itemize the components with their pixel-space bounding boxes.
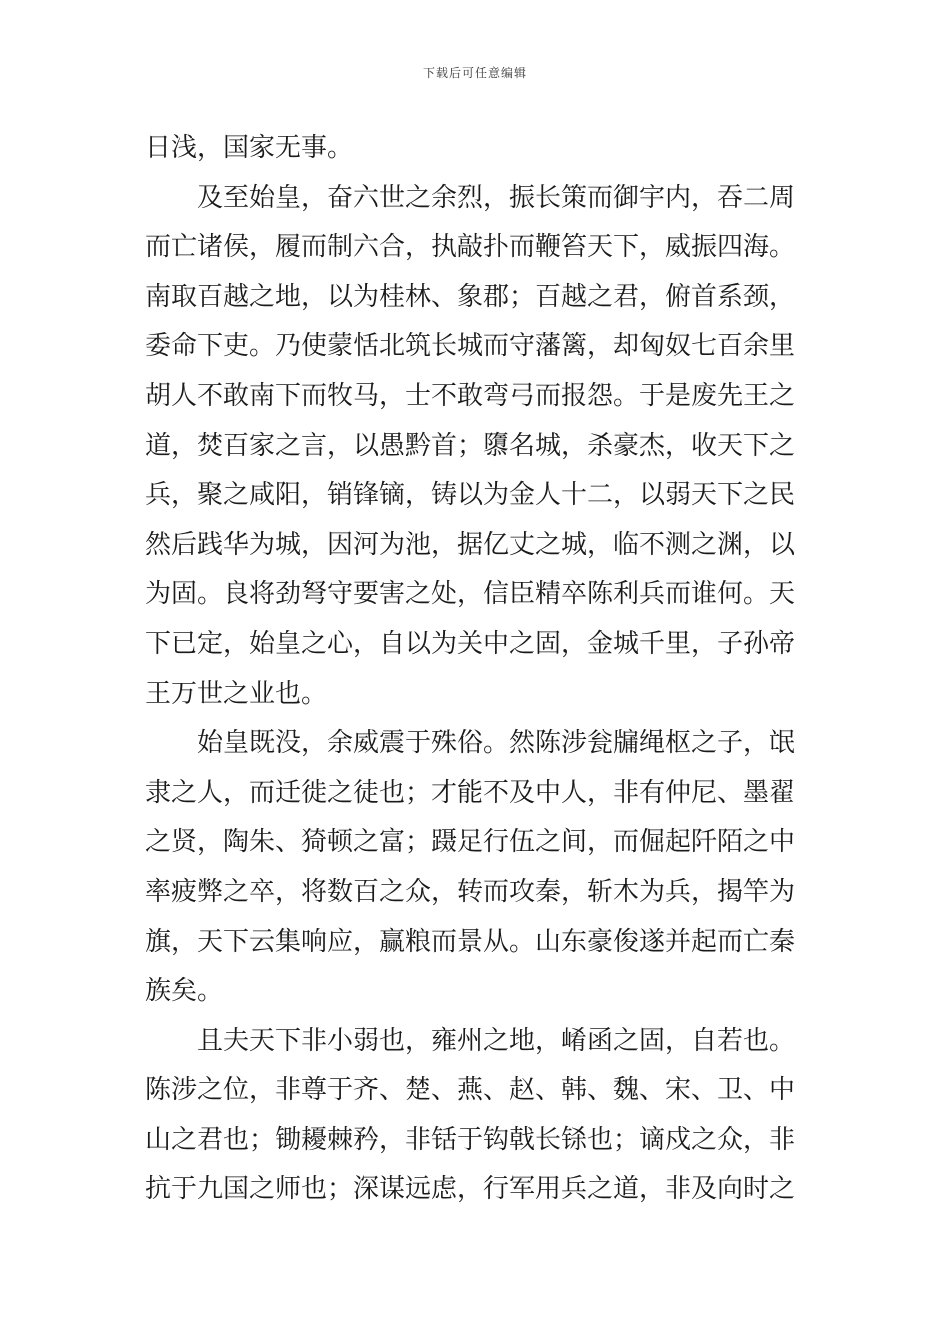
text-line: 陈涉之位，非尊于齐、楚、燕、赵、韩、魏、宋、卫、中 <box>145 1075 796 1106</box>
text-line: 王万世之业也。 <box>145 678 328 709</box>
page-header: 下载后可任意编辑 <box>422 66 527 80</box>
text-line: 率疲弊之卒，将数百之众，转而攻秦，斩木为兵，揭竿为 <box>145 876 796 907</box>
text-line: 隶之人，而迁徙之徒也；才能不及中人，非有仲尼、墨翟 <box>145 777 796 808</box>
text-line: 及至始皇，奋六世之余烈，振长策而御宇内，吞二周 <box>197 182 796 213</box>
text-line: 抗于九国之师也；深谋远虑，行军用兵之道，非及向时之 <box>145 1174 796 1205</box>
text-line: 然后践华为城，因河为池，据亿丈之城，临不测之渊，以 <box>145 529 796 560</box>
text-line: 山之君也；锄耰棘矜，非铦于钩戟长铩也；谪戍之众，非 <box>145 1124 796 1155</box>
text-line: 下已定，始皇之心，自以为关中之固，金城千里，子孙帝 <box>145 628 796 659</box>
text-line: 道，焚百家之言，以愚黔首；隳名城，杀豪杰，收天下之 <box>145 430 796 461</box>
text-line: 委命下吏。乃使蒙恬北筑长城而守藩篱，却匈奴七百余里 <box>145 331 796 362</box>
text-line: 为固。良将劲弩守要害之处，信臣精卒陈利兵而谁何。天 <box>145 579 796 610</box>
text-line: 族矣。 <box>145 976 224 1007</box>
text-line: 始皇既没，余威震于殊俗。然陈涉瓮牖绳枢之子，氓 <box>197 728 796 759</box>
text-line: 南取百越之地，以为桂林、象郡；百越之君，俯首系颈， <box>145 281 796 312</box>
text-line: 之贤，陶朱、猗顿之富；蹑足行伍之间，而倔起阡陌之中 <box>145 827 796 858</box>
text-line: 日浅，国家无事。 <box>145 133 354 163</box>
text-line: 旗，天下云集响应，赢粮而景从。山东豪俊遂并起而亡秦 <box>145 926 796 957</box>
text-line: 兵，聚之咸阳，销锋镝，铸以为金人十二，以弱天下之民 <box>145 480 796 511</box>
text-line: 胡人不敢南下而牧马，士不敢弯弓而报怨。于是废先王之 <box>145 380 796 411</box>
text-line: 而亡诸侯，履而制六合，执敲扑而鞭笞天下，威振四海。 <box>145 232 796 263</box>
document-body <box>145 124 810 1215</box>
text-line: 且夫天下非小弱也，雍州之地，崤函之固，自若也。 <box>197 1025 796 1056</box>
